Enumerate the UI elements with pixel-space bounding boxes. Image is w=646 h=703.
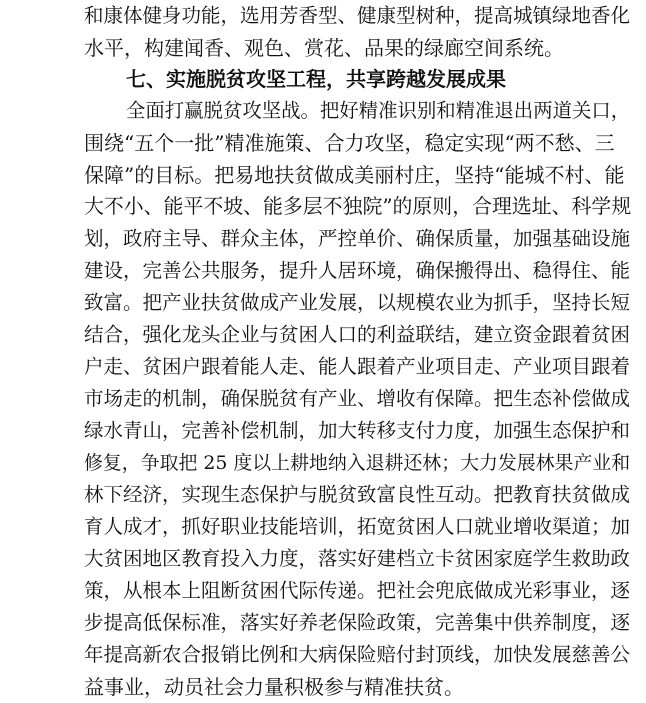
text-line: 划，政府主导、群众主体，严控单价、确保质量，加强基础设施 — [84, 227, 631, 250]
text-line: 保障”的目标。把易地扶贫做成美丽村庄，坚持“能城不村、能 — [84, 163, 625, 187]
text-line: 建设，完善公共服务，提升人居环境，确保搬得出、稳得住、能 — [84, 259, 631, 282]
text-line: 水平，构建闻香、观色、赏花、品果的绿廊空间系统。 — [84, 36, 564, 60]
text-line: 致富。把产业扶贫做成产业发展，以规模农业为抓手，坚持长短 — [84, 291, 631, 314]
text-line: 修复，争取把 25 度以上耕地纳入退耕还林；大力发展林果产业和 — [84, 452, 631, 474]
text-line: 益事业，动员社会力量积极参与精准扶贫。 — [84, 675, 464, 699]
text-line: 年提高新农合报销比例和大病保险赔付封顶线，加快发展慈善公 — [84, 643, 631, 666]
paragraph-first-line: 全面打赢脱贫攻坚战。把好精准识别和精准退出两道关口， — [126, 99, 631, 122]
text-line: 绿水青山，完善补偿机制，加大转移支付力度，加强生态保护和 — [84, 419, 631, 442]
text-line: 和康体健身功能，选用芳香型、健康型树种，提高城镇绿地香化 — [84, 4, 631, 27]
text-line: 大贫困地区教育投入力度，落实好建档立卡贫困家庭学生救助政 — [84, 547, 631, 570]
text-line: 市场走的机制，确保脱贫有产业、增收有保障。把生态补偿做成 — [84, 387, 631, 410]
section-heading: 七、实施脱贫攻坚工程，共享跨越发展成果 — [126, 67, 506, 91]
text-line: 围绕“五个一批”精准施策、合力攻坚，稳定实现“两不愁、三 — [84, 131, 615, 155]
text-line: 大不小、能平不坡、能多层不独院”的原则，合理选址、科学规 — [84, 195, 632, 218]
text-line: 结合，强化龙头企业与贫困人口的利益联结，建立资金跟着贫困 — [84, 323, 631, 346]
text-line: 户走、贫困户跟着能人走、能人跟着产业项目走、产业项目跟着 — [84, 355, 631, 378]
text-line: 步提高低保标准，落实好养老保险政策，完善集中供养制度，逐 — [84, 611, 631, 634]
text-line: 策，从根本上阻断贫困代际传递。把社会兜底做成光彩事业，逐 — [84, 579, 631, 602]
text-line: 林下经济，实现生态保护与脱贫致富良性互动。把教育扶贫做成 — [84, 483, 631, 506]
text-line: 育人成才，抓好职业技能培训，拓宽贫困人口就业增收渠道；加 — [84, 515, 631, 538]
